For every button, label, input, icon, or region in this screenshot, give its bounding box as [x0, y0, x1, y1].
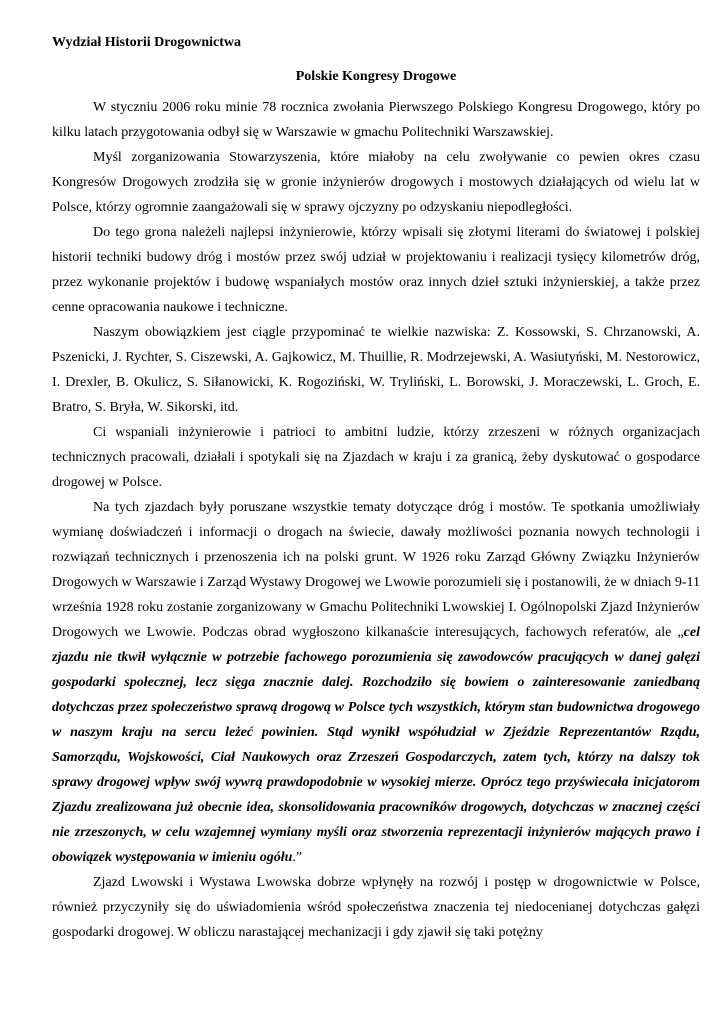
paragraph-lwow-exhibition: Zjazd Lwowski i Wystawa Lwowska dobrze wpłynęły na rozwój i postęp w drogownictwie w Polsce, również przyczyniły się do uświadomienia wśród społeczeństwa znaczenia tej niedocenianej dotychczas gałęzi gospodarki drogowej. W obliczu narastającej mechanizacji i gdy zjawił się taki potężny [52, 875, 700, 940]
paragraph-lwow-congress [52, 495, 700, 870]
document-title: Polskie Kongresy Drogowe [295, 69, 457, 84]
congress-quote: cel zjazdu nie tkwił wyłącznie w potrzebie fachowego porozumienia się zawodowców pracujących w danej gałęzi gospodarki społecznej, lecz sięga znacznie dalej. Rozchodziło się bowiem o zainteresowanie zaniedbaną dotychczas przez społeczeństwo sprawą drogową w Polsce tych wszystkich, którym stan budownictwa drogowego w naszym kraju na sercu leżeć powinien. Stąd wynikł współudział w Zjeździe Reprezentantów Rządu, Samorządu, Wojskowości, Ciał Naukowych oraz Zrzeszeń Gospodarczych, zatem tych, którzy na dalszy tok sprawy drogowej wpływ swój wywrą prawdopodobnie w wysokiej mierze. Oprócz tego przyświecała inicjatorom Zjazdu zrealizowana już obecnie idea, skonsolidowania pracowników drogowych, dotychczas w znacznej części nie zrzeszonych, w celu wzajemnej wymiany myśli oraz stworzenia reprezentacji inżynierów mających prawo i obowiązek występowania w imieniu ogółu [52, 625, 700, 865]
paragraph-patriots: Ci wspaniali inżynierowie i patrioci to ambitni ludzie, którzy zrzeszeni w różnych organizacjach technicznych pracowali, działali i spotykali się na Zjazdach w kraju i za granicą, żeby dyskutować o gospodarce drogowej w Polsce. [52, 425, 700, 490]
department-heading: Wydział Historii Drogownictwa [52, 35, 241, 50]
paragraph-engineers-group: Do tego grona należeli najlepsi inżynierowie, którzy wpisali się złotymi literami do światowej i polskiej historii techniki budowy dróg i mostów przez swój udział w projektowaniu i realizacji tysięcy kilometrów dróg, przez wykonanie projektów i budowę wspaniałych mostów oraz innych dzieł sztuki inżynierskiej, a także przez cenne opracowania naukowe i techniczne. [52, 225, 700, 315]
paragraph-anniversary: W styczniu 2006 roku minie 78 rocznica zwołania Pierwszego Polskiego Kongresu Drogowego, który po kilku latach przygotowania odbył się w Warszawie w gmachu Politechniki Warszawskiej. [52, 100, 700, 140]
document-page [52, 34, 700, 945]
paragraph-names-list: Naszym obowiązkiem jest ciągle przypominać te wielkie nazwiska: Z. Kossowski, S. Chrzanowski, A. Pszenicki, J. Rychter, S. Ciszewski, A. Gajkowicz, M. Thuillie, R. Modrzejewski, A. Wasiutyński, M. Nestorowicz, I. Drexler, B. Okulicz, S. Siłanowicki, K. Rogoziński, W. Tryliński, L. Borowski, J. Moraczewski, L. Groch, E. Bratro, S. Bryła, W. Sikorski, itd. [52, 325, 700, 415]
congress-intro-text: Na tych zjazdach były poruszane wszystkie tematy dotyczące dróg i mostów. Te spotkania umożliwiały wymianę doświadczeń i informacji o drogach na świecie, dawały możliwości poznania nowych technologii i rozwiązań technicznych i przenoszenia ich na polski grunt. W 1926 roku Zarząd Główny Związku Inżynierów Drogowych w Warszawie i Zarząd Wystawy Drogowej we Lwowie porozumieli się i postanowili, że w dniach 9-11 września 1928 roku zostanie zorganizowany w Gmachu Politechniki Lwowskiej I. Ogólnopolski Zjazd Inżynierów Drogowych we Lwowie. Podczas obrad wygłoszono kilkanaście interesujących, fachowych referatów, ale „ [52, 500, 700, 640]
congress-quote-closing: .” [292, 850, 303, 865]
paragraph-association-idea: Myśl zorganizowania Stowarzyszenia, które miałoby na celu zwoływanie co pewien okres czasu Kongresów Drogowych zrodziła się w gronie inżynierów drogowych i mostowych działających od wielu lat w Polsce, którzy ogromnie zaangażowali się w sprawy ojczyzny po odzyskaniu niepodległości. [52, 150, 700, 215]
